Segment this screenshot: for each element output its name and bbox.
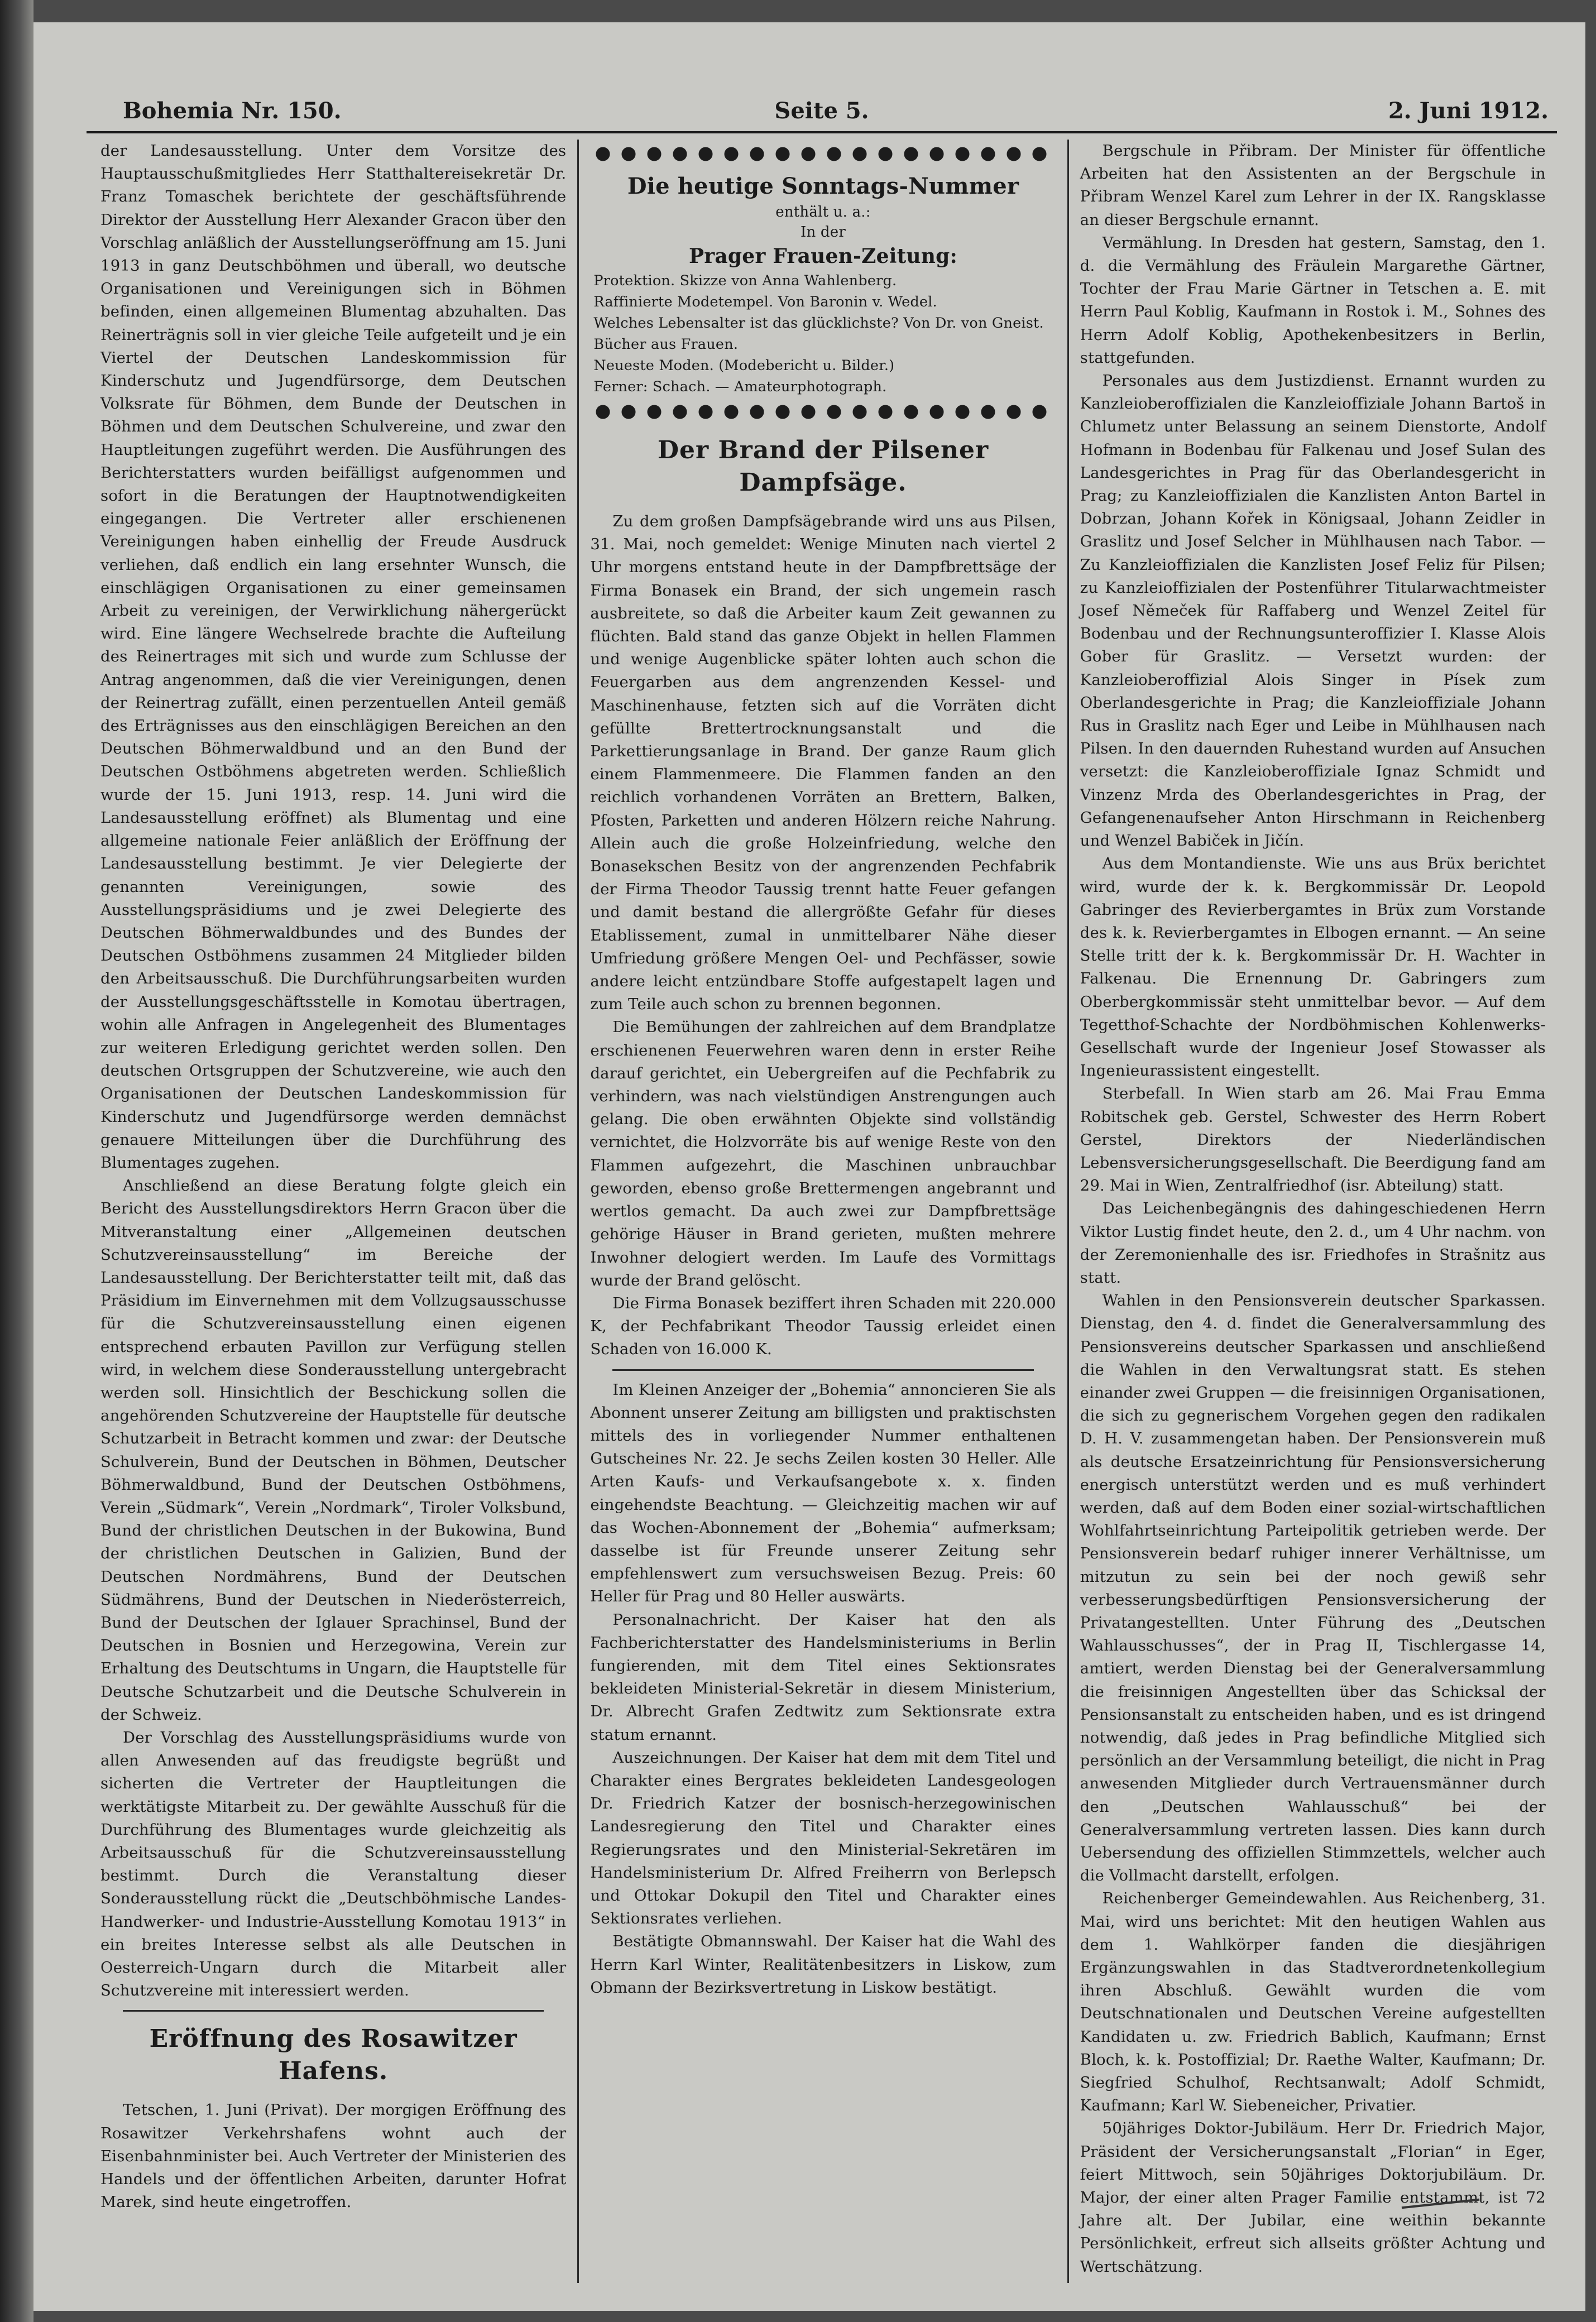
article-paragraph: Die Firma Bonasek beziffert ihren Schaden mit 220.000 K, der Pechfabrikant Theodor Taussig erleidet einen Schaden von 16.000 K. <box>590 1294 1056 1359</box>
article-paragraph: Bestätigte Obmannswahl. Der Kaiser hat die Wahl des Herrn Karl Winter, Realitätenbesitzers in Liskow, zum Obmann der Bezirksvertretung in Liskow bestätigt. <box>590 1932 1056 1997</box>
article-paragraph: Tetschen, 1. Juni (Privat). Der morgigen Eröffnung des Rosawitzer Verkehrshafens wohnt auch der Eisenbahnminister bei. Auch Vertreter der Ministerien des Handels und der öffentlichen Arbeiten, darunter Hofrat Marek, sind heute eingetroffen. <box>100 2101 567 2211</box>
article-paragraph: Zu dem großen Dampfsägebrande wird uns aus Pilsen, 31. Mai, noch gemeldet: Wenige Minuten nach viertel 2 Uhr morgens entstand heute in der Dampfbrettsäge der Firma Bonasek ein Brand, der sich ungemein rasch ausbreitete, so daß die Arbeiter kaum Zeit gewannen zu flüchten. Bald stand das ganze Objekt in hellen Flammen und wenige Augenblicke später lohten auch schon die Feuergarben aus dem angrenzenden Kessel- und Maschinenhause, fetzten sich auf die Vorräten dicht gefüllte Brettertrocknungsanstalt und die Parkettierungsanlage in Brand. Der ganze Raum glich einem Flammenmeere. Die Flammen fanden an den reichlich vorhandenen Vorräten an Brettern, Balken, Pfosten, Parketten und anderen Hölzern reiche Nahrung. Allein auch die große Holzeinfriedung, welche den Bonasekschen Besitz von der angrenzenden Pechfabrik der Firma Theodor Taussig trennt hatte Feuer gefangen und damit bestand die allergrößte Gefahr für dieses Etablissement, zumal in unmittelbarer Nähe dieser Umfriedung größere Mengen Oel- und Pechfässer, sowie andere leicht entzündbare Stoffe aufgestapelt lagen und zum Teile auch schon zu brennen begonnen. <box>590 512 1056 1014</box>
header-issue: Bohemia Nr. 150. <box>123 98 342 124</box>
box-item: Raffinierte Modetempel. Von Baronin v. Wedel. <box>593 294 937 310</box>
column-2 <box>577 140 1067 2283</box>
article-columns <box>89 140 1557 2283</box>
box-item: Welches Lebensalter ist das glücklichste? Von Dr. von Gneist. <box>593 315 1044 332</box>
header-date: 2. Juni 1912. <box>1388 98 1549 124</box>
article-paragraph: Bergschule in Přibram. Der Minister für öffentliche Arbeiten hat den Assistenten an der Bergschule in Přibram Wenzel Karel zum Lehrer in der IX. Rangsklasse an dieser Bergschule ernannt. <box>1080 142 1546 229</box>
article-paragraph: Aus dem Montandienste. Wie uns aus Brüx berichtet wird, wurde der k. k. Bergkommissär Dr. Leopold Gabringer des Revierbergamtes in Brüx zum Vorstande des k. k. Revierbergamtes in Elbogen ernannt. — An seine Stelle tritt der k. k. Bergkommissär Dr. H. Wachter in Falkenau. Die Ernennung Dr. Gabringers zum Oberbergkommissär steht unmittelbar bevor. — Auf dem Tegetthof-Schachte der Nordböhmischen Kohlenwerks-Gesellschaft wurde der Ingenieur Josef Stowasser als Ingenieurassistent eingestellt. <box>1080 855 1546 1080</box>
article-paragraph: Das Leichenbegängnis des dahingeschiedenen Herrn Viktor Lustig findet heute, den 2. d., um 4 Uhr nachm. von der Zeremonienhalle des isr. Friedhofes in Strašnitz aus statt. <box>1080 1200 1546 1287</box>
sunday-issue-box <box>590 171 1056 397</box>
article-paragraph: Wahlen in den Pensionsverein deutscher Sparkassen. Dienstag, den 4. d. findet die Generalversammlung des Pensionsvereins deutscher Sparkassen und anschließend die Wahlen in den Verwaltungsrat statt. Es stehen einander zwei Gruppen — die freisinnigen Organisationen, die sich zu gegnerischem Vorgehen gegen den radikalen D. H. V. zusammengetan haben. Der Pensionsverein muß als deutsche Ersatzeinrichtung für Pensionsversicherung energisch unterstützt werden und es muß verhindert werden, daß auf dem Boden einer sozial-wirtschaftlichen Wohlfahrtseinrichtung Parteipolitik getrieben werde. Der Pensionsverein bedarf ruhiger innerer Verhältnisse, um mitzutun zu sein bei der noch gewiß sehr verbesserungsbedürftigen Pensionsversicherung der Privatangestellten. Unter Führung des „Deutschen Wahlausschusses“, der in Prag II, Tischlergasse 14, amtiert, werden Dienstag bei der Generalversammlung die freisinnigen Angestellten über das Schicksal der Pensionsanstalt zu entscheiden haben, und es ist dringend notwendig, daß jedes in Prag befindliche Mitglied sich persönlich an der Versammlung beteiligt, die nicht in Prag anwesenden Mitglieder durch Vertrauensmänner durch den „Deutschen Wahlausschuß“ bei der Generalversammlung vertreten lassen. Dies kann durch Uebersendung des offiziellen Stimmzettels, welcher auch die Vollmacht darstellt, erfolgen. <box>1080 1292 1546 1885</box>
article-paragraph: 50jähriges Doktor-Jubiläum. Herr Dr. Friedrich Major, Präsident der Versicherungsanstalt „Florian“ in Eger, feiert Mittwoch, sein 50jähriges Doktorjubiläum. Dr. Major, der einer alten Prager Familie entstammt, ist 72 Jahre alt. Der Jubilar, eine weithin bekannte Persönlichkeit, erfreut sich allseits größter Achtung und Wertschätzung. <box>1080 2119 1546 2276</box>
box-in: In der <box>801 224 846 241</box>
article-headline: Der Brand der Pilsener Dampfsäge. <box>657 436 989 497</box>
page-binding <box>0 0 33 2322</box>
article-paragraph: Personalnachricht. Der Kaiser hat den als Fachberichterstatter des Handelsministeriums in Berlin fungierenden, mit dem Titel eines Sektionsrates bekleideten Ministerial-Sekretär in diesem Ministerium, Dr. Albrecht Grafen Zedtwitz zum Sektionsrate extra statum ernannt. <box>590 1610 1056 1744</box>
box-item: Bücher aus Frauen. <box>593 336 739 353</box>
article-paragraph: Der Vorschlag des Ausstellungspräsidiums wurde von allen Anwesenden auf das freudigste begrüßt und sicherten die Vertreter der Hauptleitungen die werktätigste Mitarbeit zu. Der gewählte Ausschuß für die Durchführung des Blumentages wurde gleichzeitig als Arbeitsausschuß für die Schutzvereinsausstellung bestimmt. Durch die Veranstaltung dieser Sonderausstellung rückt die „Deutschböhmische Landes-Handwerker- und Industrie-Ausstellung Komotau 1913“ in ein breites Interesse selbst als alle Deutschen in Oesterreich-Ungarn durch die Mitarbeit aller Schutzvereine mit interessiert werden. <box>100 1729 567 2000</box>
box-item: Ferner: Schach. — Amateurphotograph. <box>593 378 887 395</box>
article-paragraph: der Landesausstellung. Unter dem Vorsitze des Hauptausschußmitgliedes Herr Statthaltereisekretär Dr. Franz Tomaschek berichtete der geschäftsführende Direktor der Ausstellung Herr Alexander Gracon über den Vorschlag anläßlich der Ausstellungseröffnung am 15. Juni 1913 in ganz Deutschböhmen und überall, wo deutsche Organisationen und Vereinigungen sich in Böhmen befinden, einen allgemeinen Blumentag abzuhalten. Das Reinerträgnis soll in vier gleiche Teile aufgeteilt und je ein Viertel der Deutschen Landeskommission für Kinderschutz und Jugendfürsorge, dem Deutschen Volksrate für Böhmen, dem Bunde der Deutschen in Böhmen und dem Deutschen Schulvereine, und zwar den Hauptleitungen zugeführt werden. Die Ausführungen des Berichterstatters wurden beifälligst aufgenommen und sofort in die Beratungen der Hauptnotwendigkeiten eingegangen. Die Vertreter aller erschienenen Vereinigungen haben einhellig der Freude Ausdruck verliehen, daß endlich ein lang ersehnter Wunsch, die einschlägigen Organisationen zu einer gemeinsamen Arbeit zu vereinigen, der Verwirklichung nähergerückt wird. Eine längere Wechselrede brachte die Aufteilung des Reinertrages mit sich und wurde zum Schlusse der Antrag angenommen, daß die vier Vereinigungen, denen der Reinertrag zufällt, einen perzentuellen Anteil gemäß des Erträgnisses aus den einschlägigen Bereichen an den Deutschen Böhmerwaldbund und an den Bund der Deutschen Ostböhmens abgetreten werden. Schließlich wurde der 15. Juni 1913, resp. 14. Juni wird die Landesausstellung eröffnet) als Blumentag und eine allgemeine nationale Feier anläßlich der Eröffnung der Landesausstellung bestimmt. Je vier Delegierte der genannten Vereinigungen, sowie des Ausstellungspräsidiums und je zwei Delegierte des Deutschen Böhmerwaldbundes und des Bundes der Deutschen Ostböhmens zusammen 24 Mitglieder bilden den Arbeitsausschuß. Die Durchführungsarbeiten wurden der Ausstellungsgeschäftsstelle in Komotau übertragen, wohin alle Anfragen in Angelegenheit des Blumentages zur weiteren Erledigung gerichtet werden sollen. Den deutschen Ortsgruppen der Schutzvereine, wie auch den Organisationen der Deutschen Landeskommission für Kinderschutz und Jugendfürsorge werden demnächst genauere Mitteilungen über die Durchführung des Blumentages zugehen. <box>100 142 567 1172</box>
box-item: Protektion. Skizze von Anna Wahlenberg. <box>593 272 897 289</box>
article-paragraph: Anschließend an diese Beratung folgte gleich ein Bericht des Ausstellungsdirektors Herrn Gracon über die Mitveranstaltung einer „Allgemeinen deutschen Schutzvereinsausstellung“ im Bereiche der Landesausstellung. Der Berichterstatter teilt mit, daß das Präsidium im Einvernehmen mit dem Vollzugsausschusse für die Schutzvereinsausstellung einen eigenen entsprechend erbauten Pavillon zur Verfügung stellen wird, in welchem diese Sonderausstellung untergebracht werden soll. Hinsichtlich der Beschickung sollen die angehörenden Schutzvereine der Hauptstelle für deutsche Schutzarbeit in Betracht kommen und zwar: der Deutsche Schulverein, Bund der Deutschen in Böhmen, Deutscher Böhmerwaldbund, Bund der Deutschen Ostböhmens, Verein „Südmark“, Verein „Nordmark“, Tiroler Volksbund, Bund der christlichen Deutschen in der Bukowina, Bund der christlichen Deutschen in Galizien, Bund der Deutschen Nordmährens, Bund der Deutschen Südmährens, Bund der Deutschen in Niederösterreich, Bund der Deutschen der Iglauer Sprachinsel, Bund der Deutschen in Bosnien und Herzegowina, Verein zur Erhaltung des Deutschtums in Ungarn, die Hauptstelle für Deutsche Schutzarbeit und die Deutsche Schulverein in der Schweiz. <box>100 1177 567 1724</box>
ornament-border <box>590 401 1056 423</box>
divider <box>612 1369 1033 1371</box>
article-paragraph: Personales aus dem Justizdienst. Ernannt wurden zu Kanzleioberoffizialen die Kanzleioffiziale Johann Bartoš in Chlumetz unter Belassung an seinem Dienstorte, Andolf Hofmann in Bodenbau für Falkenau und Josef Sulan des Landesgerichtes in Prag für das Oberlandesgericht in Prag; zu Kanzleioffizialen die Kanzlisten Anton Bartel in Dobrzan, Johann Kořek in Königsaal, Johann Zeidler in Graslitz und Josef Selcher in Mühlhausen nach Tabor. — Zu Kanzleioffizialen die Kanzlisten Josef Feliz für Pilsen; zu Kanzleioffizialen der Postenführer Titularwachtmeister Josef Němeček für Raffaberg und Wenzel Zeitel für Bodenbau und der Rechnungsunteroffizier I. Klasse Alois Gober für Graslitz. — Versetzt wurden: der Kanzleioberoffizial Alois Singer in Písek zum Oberlandesgerichte in Prag; die Kanzleioffiziale Johann Rus in Graslitz nach Eger und Leibe in Mühlhausen nach Pilsen. In den dauernden Ruhestand wurden auf Ansuchen versetzt: die Kanzleioberoffiziale Ignaz Schmidt und Vinzenz Mrda des Oberlandesgerichtes in Prag, der Gefangenenaufseher Anton Hirschmann in Reichenberg und Wenzel Babiček in Jičín. <box>1080 372 1546 850</box>
box-subtitle: enthält u. a.: <box>775 204 871 220</box>
column-3 <box>1067 140 1557 2283</box>
box-item: Neueste Moden. (Modebericht u. Bilder.) <box>593 357 895 374</box>
divider <box>123 2010 544 2012</box>
article-paragraph: Sterbefall. In Wien starb am 26. Mai Frau Emma Robitschek geb. Gerstel, Schwester des Herrn Robert Gerstel, Direktors der Niederländischen Lebensversicherungsgesellschaft. Die Beerdigung fand am 29. Mai in Wien, Zentralfriedhof (isr. Abteilung) statt. <box>1080 1085 1546 1195</box>
article-headline: Eröffnung des Rosawitzer Hafens. <box>149 2024 517 2086</box>
box-paper-name: Prager Frauen-Zeitung: <box>688 244 958 268</box>
column-1 <box>89 140 577 2283</box>
article-paragraph: Im Kleinen Anzeiger der „Bohemia“ annoncieren Sie als Abonnent unserer Zeitung am billigsten und praktischsten mittels des in vorliegender Nummer enthaltenen Gutscheines Nr. 22. Je sechs Zeilen kosten 30 Heller. Alle Arten Kaufs- und Verkaufsangebote x. x. finden eingehendste Beachtung. — Gleichzeitig machen wir auf das Wochen-Abonnement der „Bohemia“ aufmerksam; dasselbe ist für Freunde unserer Zeitung sehr empfehlenswert zum versuchsweisen Bezug. Preis: 60 Heller für Prag und 80 Heller auswärts. <box>590 1380 1056 1606</box>
article-paragraph: Reichenberger Gemeindewahlen. Aus Reichenberg, 31. Mai, wird uns berichtet: Mit den heutigen Wahlen aus dem 1. Wahlkörper fanden die diesjährigen Ergänzungswahlen in das Stadtverordnetenkollegium ihren Abschluß. Gewählt wurden die vom Deutschnationalen und Deutschen Vereine aufgestellten Kandidaten u. zw. Friedrich Bablich, Kaufmann; Ernst Bloch, k. k. Postoffizial; Dr. Raethe Walter, Kaufmann; Dr. Siegfried Schulhof, Rechtsanwalt; Adolf Schmidt, Kaufmann; Karl W. Siebeneicher, Privatier. <box>1080 1889 1546 2115</box>
header-page-number: Seite 5. <box>774 98 869 124</box>
box-contents-list <box>590 270 1056 397</box>
running-header <box>87 98 1557 133</box>
ornament-border <box>590 143 1056 165</box>
article-paragraph: Auszeichnungen. Der Kaiser hat dem mit dem Titel und Charakter eines Bergrates bekleideten Landesgeologen Dr. Friedrich Katzer der bosnisch-herzegowinischen Landesregierung den Titel und Charakter eines Regierungsrates und den Ministerial-Sekretären im Handelsministerium Dr. Alfred Freiherrn von Berlepsch und Ottokar Dokupil den Titel und Charakter eines Sektionsrates verliehen. <box>590 1748 1056 1928</box>
box-title: Die heutige Sonntags-Nummer <box>627 173 1019 199</box>
article-paragraph: Die Bemühungen der zahlreichen auf dem Brandplatze erschienenen Feuerwehren waren denn in erster Reihe darauf gerichtet, ein Uebergreifen auf die Pechfabrik zu verhindern, was nach vielstündigen Anstrengungen auch gelang. Die oben erwähnten Objekte sind vollständig vernichtet, die Holzvorräte bis auf wenige Reste von den Flammen aufgezehrt, die Maschinen unbrauchbar geworden, ebenso große Brettermengen angebrannt und wertlos gemacht. Da auch zwei zur Dampfbrettsäge gehörige Häuser in Brand gerieten, mußten mehrere Inwohner delogiert werden. Im Laufe des Vormittags wurde der Brand gelöscht. <box>590 1018 1056 1289</box>
article-paragraph: Vermählung. In Dresden hat gestern, Samstag, den 1. d. die Vermählung des Fräulein Margarethe Gärtner, Tochter der Frau Marie Gärtner in Tetschen a. E. mit Herrn Paul Koblig, Kaufmann in Rostok i. M., Sohnes des Herrn Adolf Koblig, Apothekenbesitzers in Berlin, stattgefunden. <box>1080 233 1546 367</box>
